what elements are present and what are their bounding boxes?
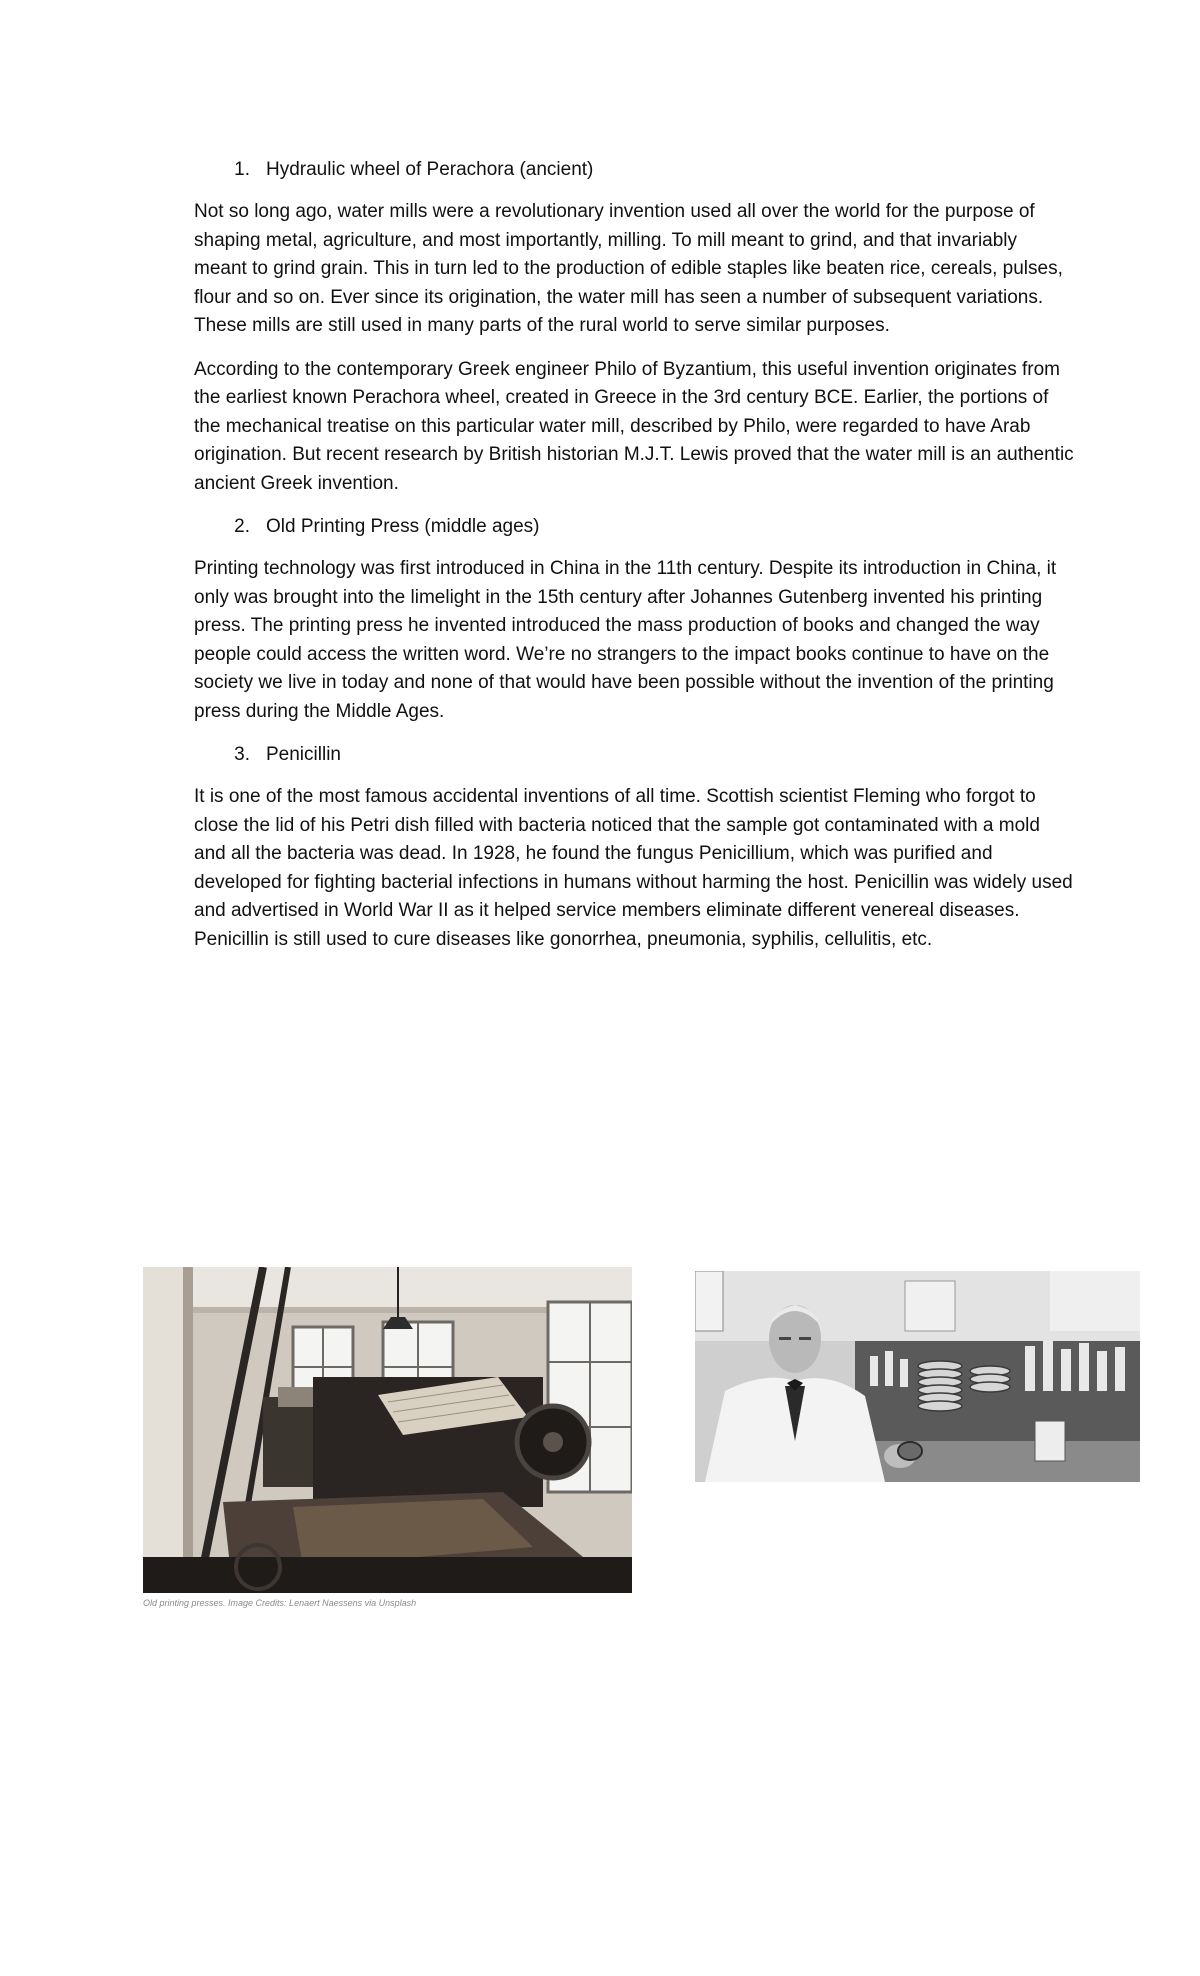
paragraph: Printing technology was first introduced in China in the 11th century. Despite its introduction in China, it only was brought into the limelight in the 15th century after Johannes Gutenberg invented his printing press. The printing press he invented introduced the mass production of books and changed the way people could access the written word. We’re no strangers to the impact books continue to have on the society we live in today and none of that would have been possible without the invention of the printing press during the Middle Ages.: [194, 558, 1057, 722]
section-title: Old Printing Press (middle ages): [266, 516, 540, 537]
section-heading-2: [194, 513, 1074, 541]
document-body: [194, 156, 1074, 969]
paragraph: According to the contemporary Greek engineer Philo of Byzantium, this useful invention originates from the earliest known Perachora wheel, created in Greece in the 3rd century BCE. Earlier, the portions of the mechanical treatise on this particular water mill, described by Philo, were regarded to have Arab origination. But recent research by British historian M.J.T. Lewis proved that the water mill is an authentic ancient Greek invention.: [194, 358, 1074, 494]
section-heading-3: [194, 741, 1074, 769]
laboratory-photo: [695, 1271, 1140, 1482]
paragraph: Not so long ago, water mills were a revolutionary invention used all over the world for the purpose of shaping metal, agriculture, and most importantly, milling. To mill meant to grind, and that invariably meant to grind grain. This in turn led to the production of edible staples like beaten rice, cereals, pulses, flour and so on. Ever since its origination, the water mill has seen a number of subsequent variations. These mills are still used in many parts of the rural world to serve similar purposes.: [194, 201, 1063, 336]
section-title: Penicillin: [266, 744, 341, 765]
printing-press-photo: [143, 1267, 632, 1593]
list-number: 3.: [234, 744, 250, 765]
section-heading-1: [194, 156, 1074, 184]
section-title: Hydraulic wheel of Perachora (ancient): [266, 159, 594, 180]
image-caption: Old printing presses. Image Credits: Lenaert Naessens via Unsplash: [143, 1598, 417, 1608]
list-number: 1.: [234, 159, 250, 180]
paragraph: It is one of the most famous accidental inventions of all time. Scottish scientist Fleming who forgot to close the lid of his Petri dish filled with bacteria noticed that the sample got contaminated with a mold and all the bacteria was dead. In 1928, he found the fungus Penicillium, which was purified and developed for fighting bacterial infections in humans without harming the host. Penicillin was widely used and advertised in World War II as it helped service members eliminate different venereal diseases. Penicillin is still used to cure diseases like gonorrhea, pneumonia, syphilis, cellulitis, etc.: [194, 786, 1073, 950]
list-number: 2.: [234, 516, 250, 537]
